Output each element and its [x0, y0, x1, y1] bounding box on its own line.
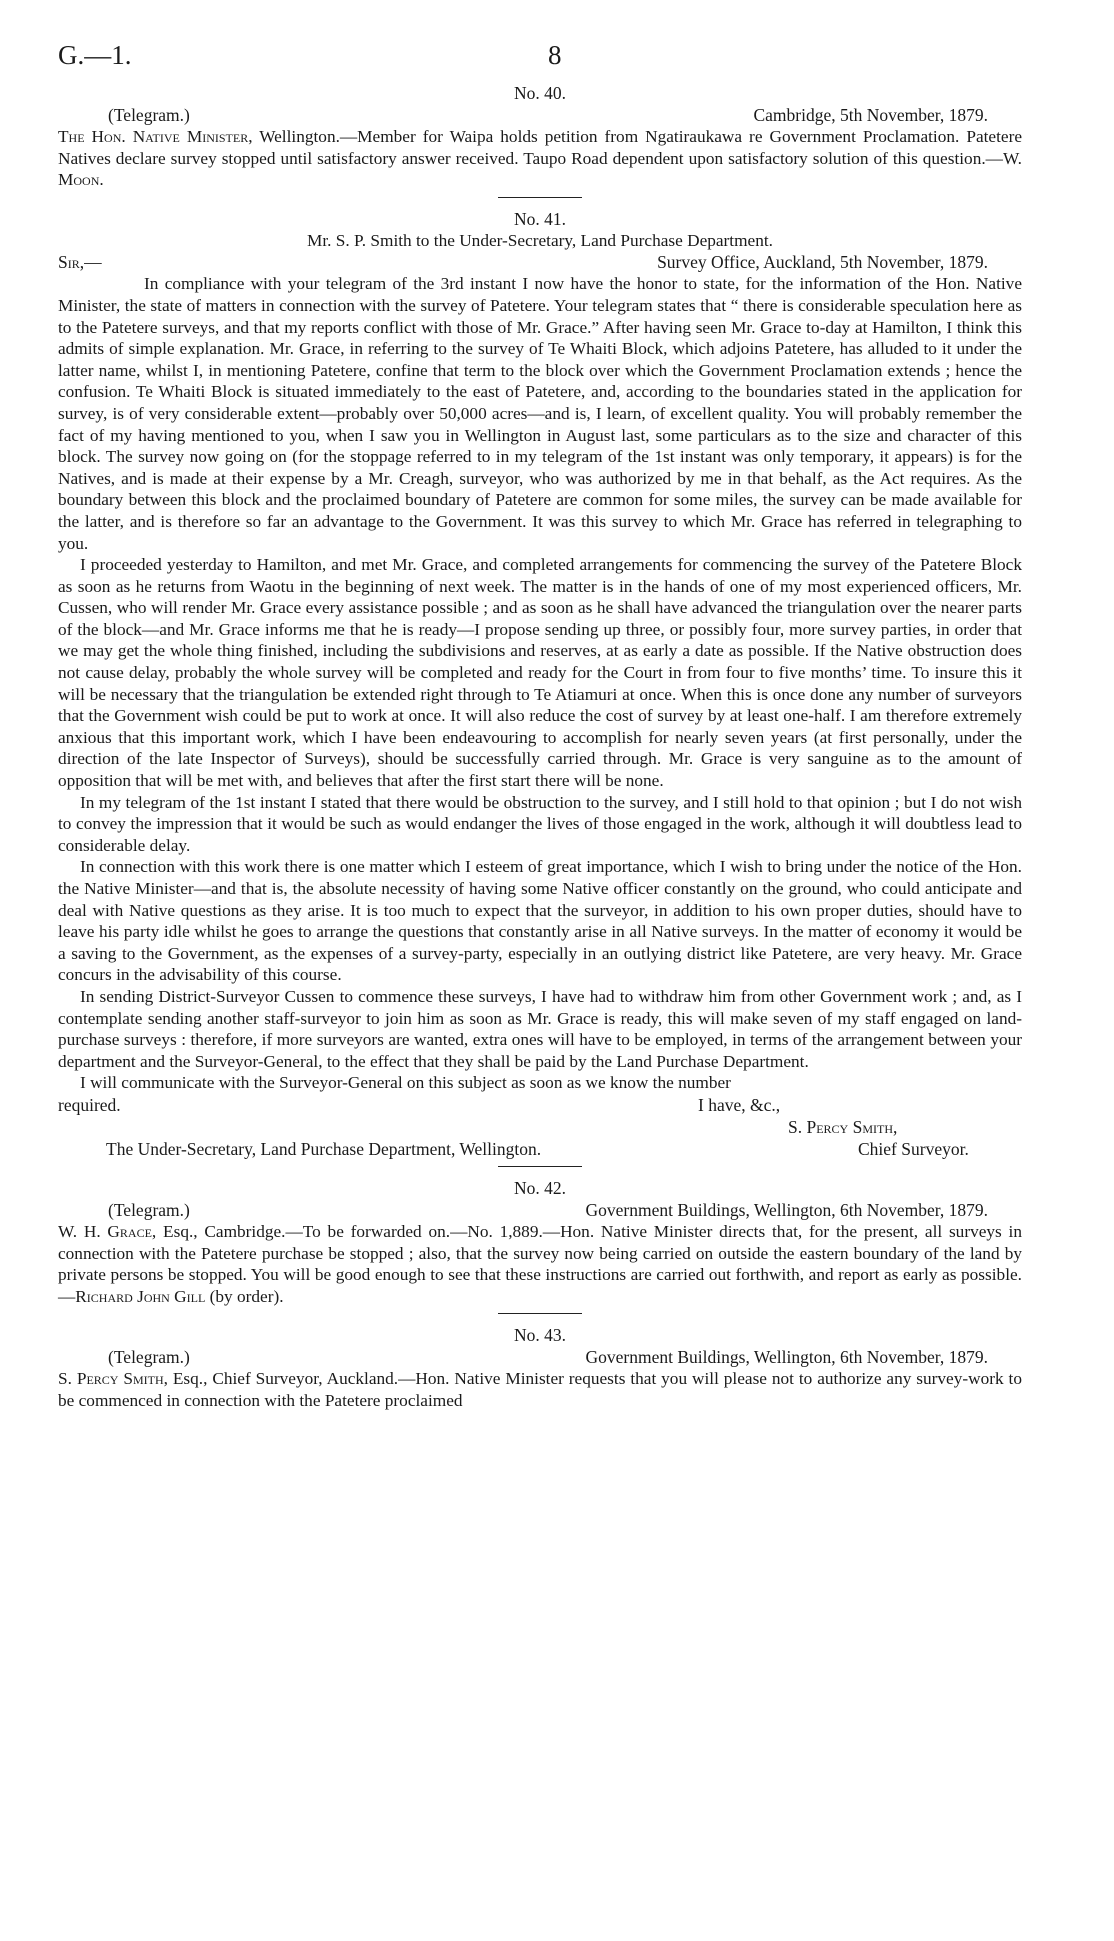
paragraph-3: In my telegram of the 1st instant I stated that there would be obstruction to the survey, and I still hold to that opinion ; but I do not wish to convey the impression that it would be such as would endanger the lives of those engaged in the work, although it will doubtless lead to considerable delay.	[58, 792, 1022, 855]
paragraph-6: I will communicate with the Surveyor-General on this subject as soon as we know the number	[80, 1073, 731, 1093]
telegram-heading	[58, 1346, 1022, 1368]
telegram-label: (Telegram.)	[108, 1199, 190, 1220]
addressee-line	[58, 1138, 1022, 1160]
telegram-body	[58, 1221, 1022, 1307]
signature: Richard John Gill	[75, 1286, 206, 1306]
signer: S. Percy Smith,	[788, 1116, 898, 1137]
item-number: No. 41.	[513, 208, 566, 229]
place-date: Government Buildings, Wellington, 6th November, 1879.	[585, 1347, 988, 1368]
telegram-label: (Telegram.)	[108, 1347, 190, 1368]
item-number: No. 40.	[513, 83, 566, 103]
paragraph-1: In compliance with your telegram of the 3rd instant I now have the honor to state, for the information of the Hon. Native Minister, the state of matters in connection with the survey of Patetere. Your telegram states that “ there is considerable speculation here as to the Patetere surveys, and that my reports conflict with those of Mr. Grace.” After having seen Mr. Grace to-day at Hamilton, I think this admits of simple explanation. Mr. Grace, in referring to the survey of Te Whaiti Block, which adjoins Patetere, has alluded to it under the latter name, whilst I, in mentioning Patetere, confine that term to the block over which the Government Proclamation extends ; hence the confusion. Te Whaiti Block is situated immediately to the east of Patetere, and, according to the boundaries stated in the application for survey, is of very considerable extent—probably over 50,000 acres—and is, I learn, of excellent quality. You will probably remember the fact of my having mentioned to you, when I saw you in Wellington in August last, some particulars as to the size and character of this block. The survey now going on (for the stoppage referred to in my telegram of the 1st instant was only temporary, it appears) is for the Natives, and is made at their expense by a Mr. Creagh, surveyor, who was authorized by me in that behalf, as the Act requires. As the boundary between this block and the proclaimed boundary of Patetere are common for some miles, the survey can be made available for the latter, and is therefore so far an advantage to the Government. It was this survey to which Mr. Grace has referred in telegraphing to you.	[58, 274, 1022, 553]
place-date: Government Buildings, Wellington, 6th November, 1879.	[585, 1199, 988, 1220]
paragraph-4: In connection with this work there is one matter which I esteem of great importance, which I wish to bring under the notice of the Hon. the Native Minister—and that is, the absolute necessity of having some Native officer constantly on the ground, who could anticipate and deal with Native questions as they arise. It is too much to expect that the surveyor, in addition to his own proper duties, should have to leave his party idle whilst he goes to arrange the questions that constantly arise in all Native surveys. In the matter of economy it would be a saving to the Government, as the expenses of a survey-party, especially in an outlying district like Patetere, are very heavy. Mr. Grace concurs in the advisability of this course.	[58, 857, 1022, 985]
body-text: , Esq., Chief Surveyor, Auckland.—Hon. Native Minister requests that you will please not to authorize any survey-work to be commenced in connection with the Patetere proclaimed	[58, 1369, 1022, 1410]
section-divider	[498, 197, 582, 198]
required-text: required.	[58, 1094, 121, 1115]
telegram-label: (Telegram.)	[108, 105, 190, 125]
closing: I have, &c.,	[698, 1094, 781, 1115]
signer-title: Chief Surveyor.	[858, 1138, 969, 1159]
place-date: Cambridge, 5th November, 1879.	[753, 105, 988, 125]
addressee: W. H. Grace	[58, 1221, 152, 1241]
letter-heading	[58, 251, 1022, 273]
telegram-no-40	[58, 82, 1022, 191]
section-divider	[498, 1166, 582, 1167]
closing-line	[58, 1094, 1022, 1116]
page-header	[58, 40, 1022, 74]
signature-suffix: (by order).	[205, 1286, 284, 1306]
letter-title: Mr. S. P. Smith to the Under-Secretary, Land Purchase Department.	[307, 230, 773, 250]
page-number: 8	[548, 40, 562, 70]
signer-line	[58, 1116, 1022, 1138]
addressee: S. Percy Smith	[58, 1369, 164, 1389]
section-divider	[498, 1313, 582, 1314]
telegram-heading	[58, 1199, 1022, 1221]
place-date: Survey Office, Auckland, 5th November, 1879.	[657, 252, 988, 273]
telegram-body	[58, 126, 1022, 191]
letter-no-41	[58, 208, 1022, 1160]
paragraph-2: I proceeded yesterday to Hamilton, and met Mr. Grace, and completed arrangements for commencing the survey of the Patetere Block as soon as he returns from Waotu in the beginning of next week. The matter is in the hands of one of my most experienced officers, Mr. Cussen, who will render Mr. Grace every assistance possible ; and as soon as he shall have advanced the triangulation over the nearer parts of the block—and Mr. Grace informs me that he is ready—I propose sending up three, or possibly four, more survey parties, in order that we may get the whole thing finished, including the subdivisions and reserves, at as early a date as possible. If the Native obstruction does not cause delay, probably the whole survey will be completed and ready for the Court in from four to five months’ time. To insure this it will be necessary that the triangulation be extended right through to Te Atiamuri at once. When this is once done any number of surveyors that the Government wish could be put to work at once. It will also reduce the cost of survey by at least one-half. I am therefore extremely anxious that this important work, which I have been endeavouring to accomplish for nearly seven years (at first personally, under the direction of the late Inspector of Surveys), should be successfully carried through. Mr. Grace is very sanguine as to the amount of opposition that will be met with, and believes that after the first start there will be none.	[58, 555, 1022, 791]
paragraph-5: In sending District-Surveyor Cussen to commence these surveys, I have had to withdraw him from other Government work ; and, as I contemplate sending another staff-surveyor to join him as soon as Mr. Grace is ready, this will make seven of my staff engaged on land-purchase surveys : therefore, if more surveyors are wanted, extra ones will have to be employed, in terms of the arrangement between your department and the Surveyor-General, to the effect that they shall be paid by the Land Purchase Department.	[58, 986, 1022, 1071]
telegram-no-42	[58, 1177, 1022, 1307]
addressee: The Under-Secretary, Land Purchase Department, Wellington.	[106, 1138, 542, 1159]
salutation: Sir,—	[58, 252, 102, 273]
item-number: No. 43.	[513, 1325, 566, 1346]
telegram-heading	[58, 104, 1022, 126]
item-number: No. 42.	[513, 1177, 566, 1198]
telegram-body	[58, 1368, 1022, 1411]
addressee: The Hon. Native Minister	[58, 127, 249, 146]
body-text: , Esq., Cambridge.—To be forwarded on.—No. 1,889.—Hon. Native Minister directs that, for the present, all surveys in connection with the Patetere purchase be stopped ; also, that the survey now being carried on outside the eastern boundary of the land by private persons be stopped. You will be good enough to see that these instructions are carried out forthwith, and report as early as possible.—	[58, 1221, 1022, 1306]
signature: W. Moon.	[58, 148, 1022, 190]
document-page	[58, 40, 1022, 1412]
body-text: , Wellington.—Member for Waipa holds petition from Ngatiraukawa re Government Proclamation. Patetere Natives declare survey stopped until satisfactory answer received. Taupo Road dependent upon satisfactory solution of this question.—	[58, 127, 1022, 168]
telegram-no-43	[58, 1324, 1022, 1411]
document-code: G.—1.	[58, 40, 132, 70]
